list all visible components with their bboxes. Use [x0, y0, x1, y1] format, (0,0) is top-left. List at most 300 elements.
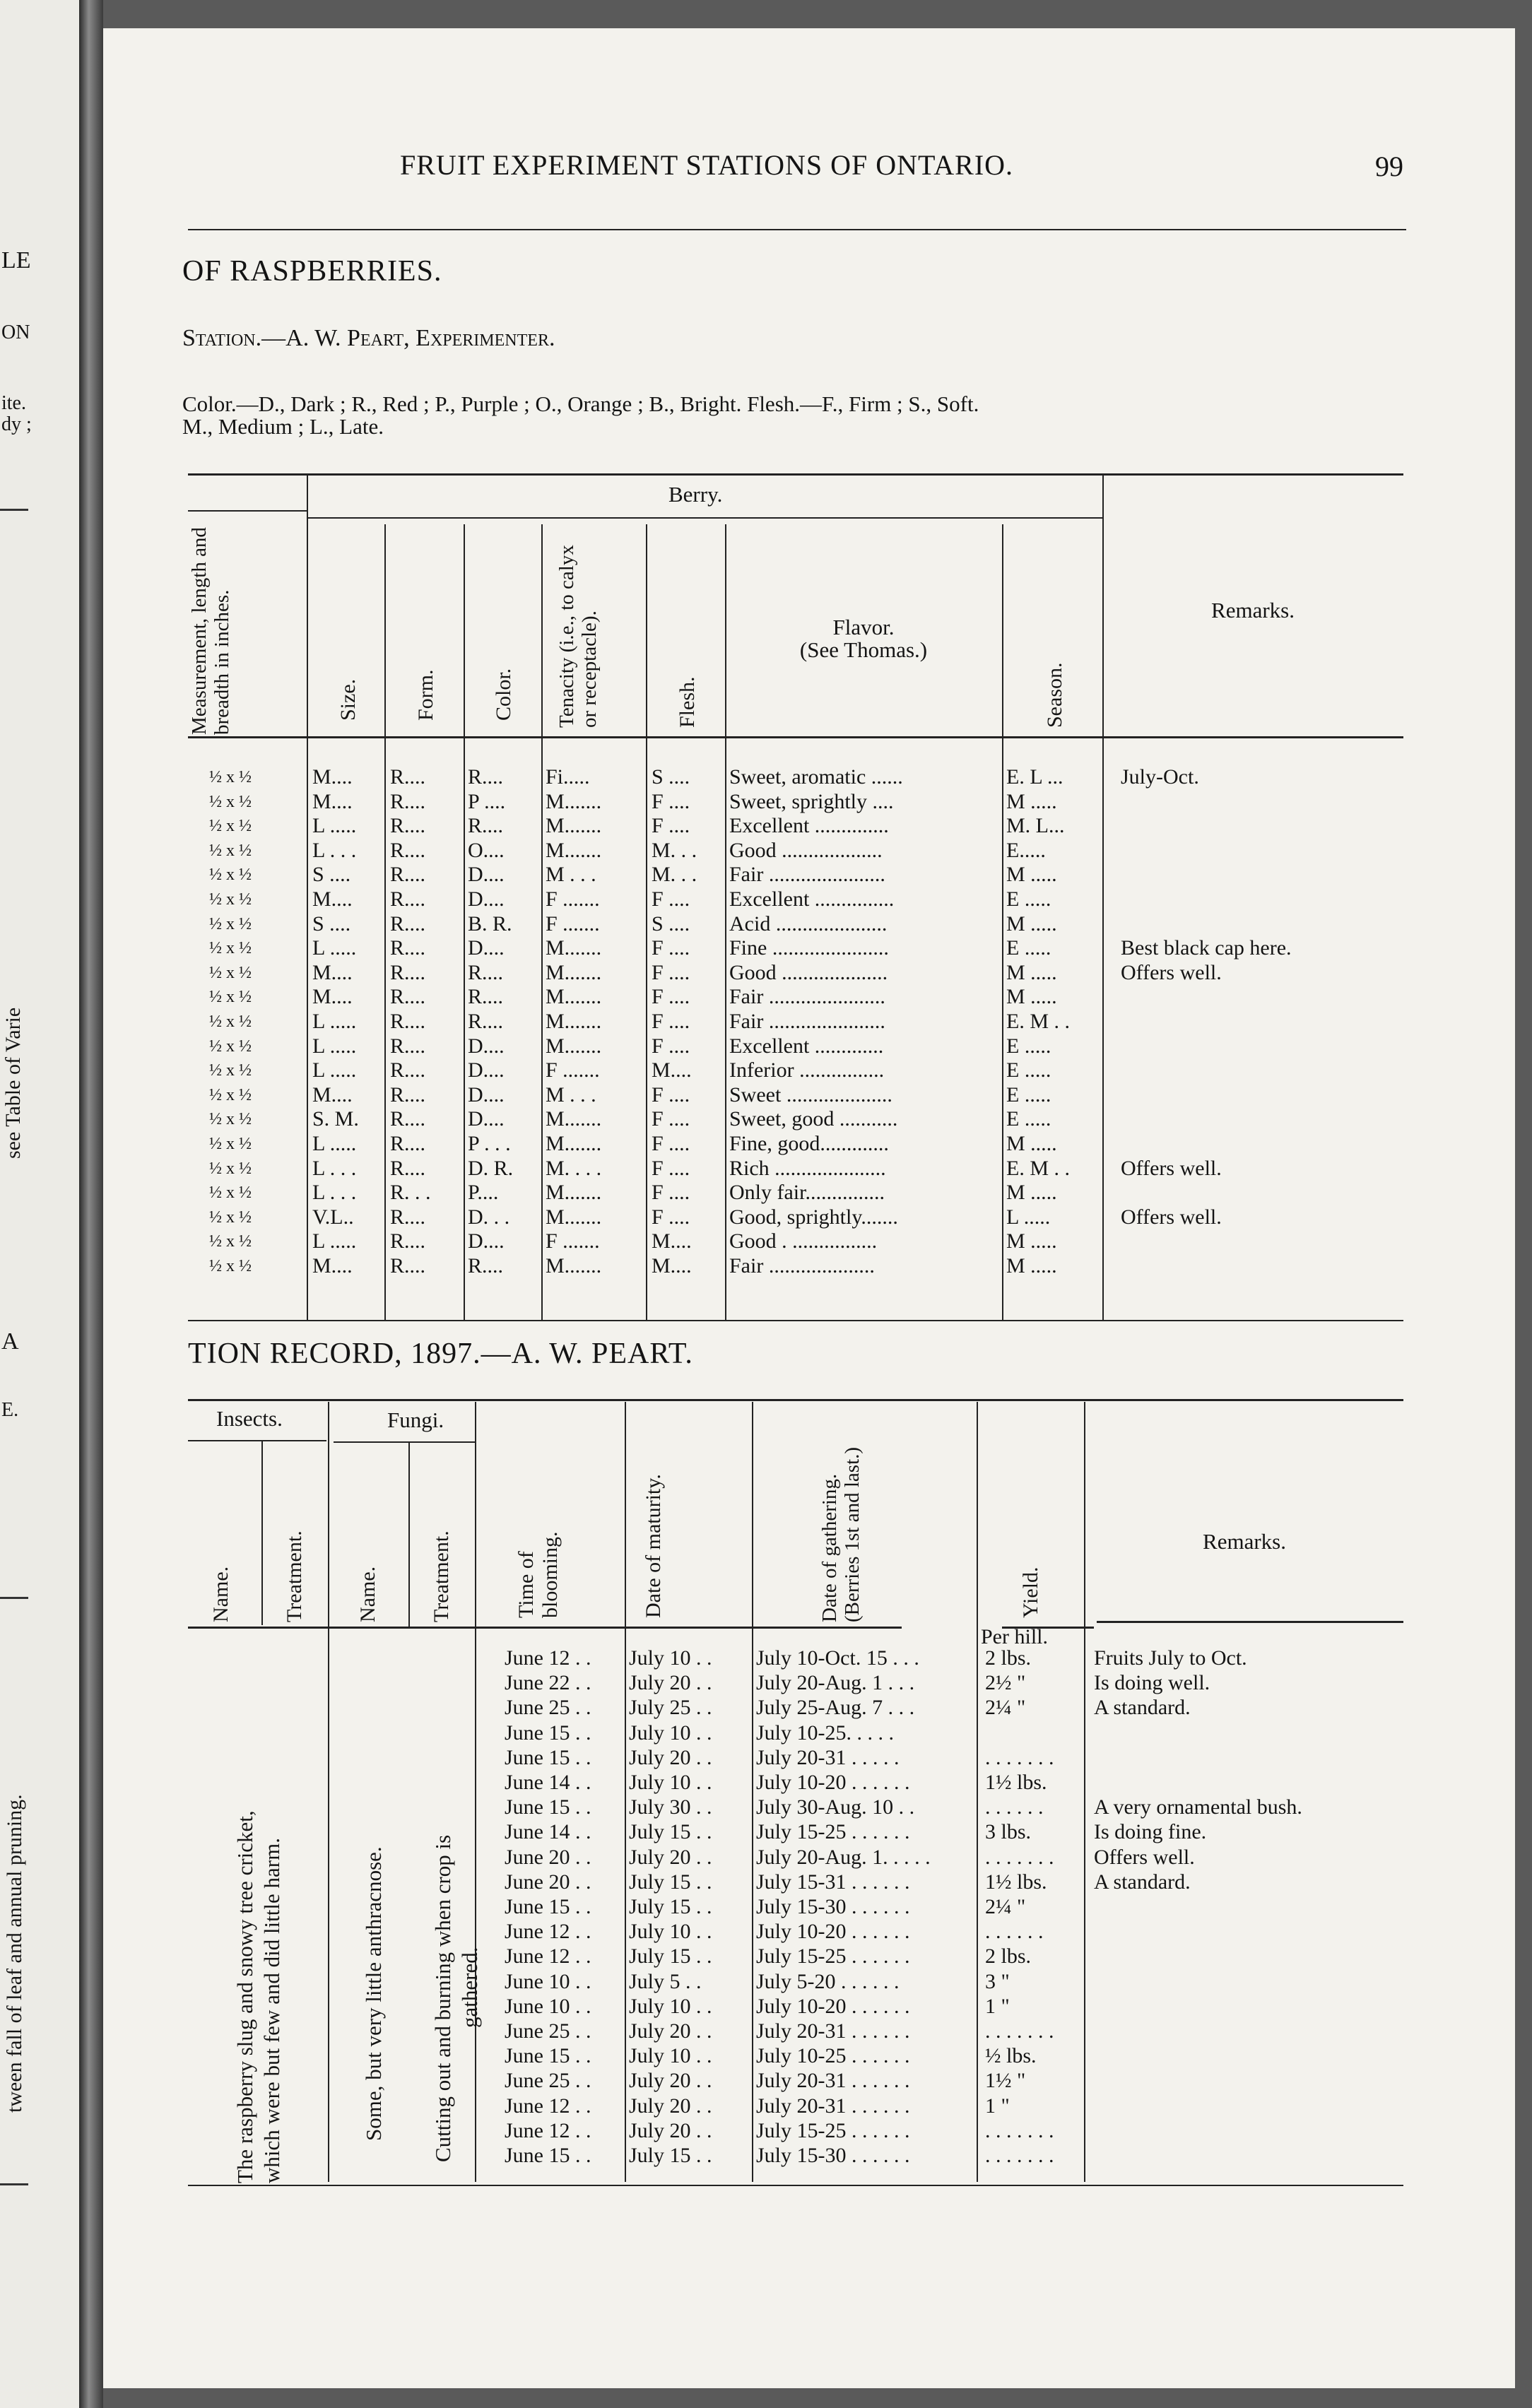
table-row: [103, 1646, 1403, 1670]
maturity-cell: July 30 . .: [629, 1795, 712, 1819]
season-cell: M .....: [1006, 1254, 1057, 1277]
size-cell: S ....: [312, 863, 351, 887]
color-cell: R....: [468, 1010, 504, 1033]
flavor-cell: Good ....................: [729, 960, 888, 984]
flavor-cell: Fair ......................: [729, 1010, 885, 1033]
measurement-cell: ½ x ½: [209, 914, 252, 933]
gathering-cell: July 20-31 . . . . . .: [756, 2019, 910, 2043]
gathering-cell: July 15-31 . . . . . .: [756, 1870, 910, 1894]
form-cell: R....: [390, 960, 426, 984]
facing-page-fragment: [0, 0, 79, 2408]
blooming-cell: June 15 . .: [505, 1795, 591, 1819]
table-row: [103, 1846, 1403, 1870]
legend-line: M., Medium ; L., Late.: [182, 414, 384, 439]
blooming-cell: June 15 . .: [505, 2044, 591, 2068]
measurement-cell: ½ x ½: [209, 1037, 252, 1056]
form-cell: R....: [390, 1205, 426, 1229]
tenacity-cell: F .......: [546, 1058, 600, 1082]
table-row: [103, 2069, 1403, 2093]
fungi-name-column-header: Name.: [356, 1566, 379, 1622]
fungi-treatment-line: Cutting out and burning when crop is: [430, 1834, 455, 2162]
season-cell: M .....: [1006, 789, 1057, 813]
form-cell: R....: [390, 985, 426, 1009]
flavor-cell: Sweet, sprightly ....: [729, 789, 894, 813]
size-cell: M....: [312, 1254, 353, 1277]
season-cell: L .....: [1006, 1205, 1051, 1229]
remarks-cell: A standard.: [1094, 1870, 1191, 1894]
color-cell: R....: [468, 960, 504, 984]
flavor-cell: Fair ......................: [729, 985, 885, 1009]
fungi-note: Some, but very little anthracnose.: [361, 1846, 386, 2141]
maturity-cell: July 20 . .: [629, 1745, 712, 1769]
tenacity-cell: M.......: [546, 1034, 602, 1058]
flavor-cell: Rich .....................: [729, 1156, 886, 1180]
remarks-cell: Offers well.: [1094, 1845, 1195, 1869]
size-cell: M....: [312, 887, 353, 911]
remarks-cell: Best black cap here.: [1121, 936, 1292, 960]
flesh-cell: S ....: [652, 911, 690, 936]
tenacity-cell: M.......: [546, 985, 602, 1009]
color-cell: P ....: [468, 789, 506, 813]
gathering-cell: July 25-Aug. 7 . . .: [756, 1696, 915, 1720]
measurement-cell: ½ x ½: [209, 1232, 252, 1251]
size-cell: V.L..: [312, 1205, 354, 1229]
tenacity-cell: M.......: [546, 1132, 602, 1155]
insect-note-line: The raspberry slug and snowy tree cricket,: [232, 1810, 257, 2183]
color-cell: D....: [468, 1058, 505, 1082]
maturity-column-header: Date of maturity.: [642, 1474, 665, 1618]
gathering-cell: July 5-20 . . . . . .: [756, 1969, 900, 1993]
form-cell: R....: [390, 936, 426, 960]
yield-cell: 1½ lbs.: [985, 1771, 1047, 1794]
gathering-cell: July 15-25 . . . . . .: [756, 1820, 910, 1844]
size-cell: M....: [312, 985, 353, 1009]
maturity-cell: July 10 . .: [629, 1920, 712, 1944]
yield-cell: . . . . . . .: [985, 2019, 1054, 2043]
form-cell: R....: [390, 1010, 426, 1033]
maturity-cell: July 20 . .: [629, 1845, 712, 1869]
blooming-cell: June 15 . .: [505, 1721, 591, 1745]
remarks-column-header: Remarks.: [1211, 598, 1295, 622]
tenacity-cell: M.......: [546, 1181, 602, 1205]
measurement-cell: ½ x ½: [209, 1135, 252, 1153]
gathering-cell: July 10-25 . . . . . .: [756, 2044, 910, 2068]
measurement-cell: ½ x ½: [209, 988, 252, 1007]
table-row: [103, 2094, 1403, 2118]
flavor-cell: Sweet, good ...........: [729, 1107, 898, 1131]
maturity-cell: July 20 . .: [629, 2019, 712, 2043]
table-row: [103, 1671, 1403, 1695]
flavor-cell: Sweet, aromatic ......: [729, 765, 903, 789]
season-cell: E. L ...: [1006, 765, 1063, 789]
blooming-cell: June 12 . .: [505, 1920, 591, 1944]
table-row: [103, 887, 1403, 911]
yield-cell: 2¼ ": [985, 1696, 1026, 1720]
remarks-column-header: Remarks.: [1203, 1529, 1286, 1554]
insect-note-line: which were but few and did little harm.: [259, 1838, 284, 2183]
yield-cell: 1 ": [985, 1994, 1010, 2018]
size-cell: L .....: [312, 1010, 357, 1033]
blooming-cell: June 14 . .: [505, 1771, 591, 1794]
table-row: [103, 2044, 1403, 2068]
tenacity-cell: M . . .: [546, 863, 596, 887]
table-row: [103, 1820, 1403, 1844]
remarks-cell: July-Oct.: [1121, 765, 1199, 789]
gathering-column-header: Date of gathering. (Berries 1st and last.): [818, 1446, 864, 1622]
size-cell: L .....: [312, 1058, 357, 1082]
gathering-cell: July 10-20 . . . . . .: [756, 1994, 910, 2018]
flavor-cell: Fair ......................: [729, 863, 885, 887]
maturity-cell: July 15 . .: [629, 1820, 712, 1844]
form-cell: R....: [390, 1132, 426, 1155]
maturity-cell: July 15 . .: [629, 2144, 712, 2167]
facing-page-text: A: [1, 1328, 19, 1354]
flesh-column-header: Flesh.: [676, 676, 699, 728]
yield-cell: 1½ ": [985, 2069, 1026, 2093]
season-cell: M. L...: [1006, 814, 1065, 838]
measurement-cell: ½ x ½: [209, 866, 252, 885]
flavor-cell: Excellent ..............: [729, 814, 889, 838]
blooming-cell: June 22 . .: [505, 1671, 591, 1695]
measurement-cell: ½ x ½: [209, 1159, 252, 1178]
remarks-cell: Offers well.: [1121, 1156, 1222, 1180]
form-cell: R....: [390, 838, 426, 862]
season-cell: M .....: [1006, 985, 1057, 1009]
table-bottom-rule: [188, 1320, 1403, 1321]
size-cell: M....: [312, 960, 353, 984]
color-cell: D....: [468, 1107, 505, 1131]
maturity-cell: July 25 . .: [629, 1696, 712, 1720]
maturity-cell: July 20 . .: [629, 2094, 712, 2118]
flesh-cell: M....: [652, 1058, 692, 1082]
form-cell: R....: [390, 887, 426, 911]
maturity-cell: July 15 . .: [629, 1944, 712, 1969]
season-column-header: Season.: [1043, 662, 1066, 728]
blooming-cell: June 10 . .: [505, 1969, 591, 1993]
yield-cell: . . . . . .: [985, 1920, 1044, 1944]
tenacity-column-header: Tenacity (i.e., to calyx or receptacle).: [555, 545, 601, 728]
table-row: [103, 1795, 1403, 1819]
flesh-cell: M. . .: [652, 863, 697, 887]
table-row: [103, 1771, 1403, 1795]
table-row: [103, 1944, 1403, 1969]
form-cell: R....: [390, 1107, 426, 1131]
tenacity-cell: M.......: [546, 789, 602, 813]
size-cell: L .....: [312, 1132, 357, 1155]
measurement-cell: ½ x ½: [209, 890, 252, 909]
measurement-cell: ½ x ½: [209, 1208, 252, 1227]
table-row: [103, 1107, 1403, 1131]
header-bottom-rule: [188, 736, 1403, 738]
document-page: [103, 28, 1515, 2388]
tenacity-cell: M. . . .: [546, 1156, 602, 1180]
form-cell: R....: [390, 1254, 426, 1277]
season-cell: M .....: [1006, 1181, 1057, 1205]
table-row: [103, 1995, 1403, 2019]
table-row: [103, 863, 1403, 887]
table-row: [103, 814, 1403, 838]
yield-cell: 2 lbs.: [985, 1944, 1032, 1969]
table-row: [103, 1920, 1403, 1944]
measurement-cell: ½ x ½: [209, 768, 252, 786]
measurement-cell: ½ x ½: [209, 1110, 252, 1129]
color-cell: O....: [468, 838, 505, 862]
insect-treatment-column-header: Treatment.: [283, 1530, 306, 1622]
color-cell: R....: [468, 985, 504, 1009]
gathering-cell: July 30-Aug. 10 . .: [756, 1795, 915, 1819]
table-row: [103, 1083, 1403, 1107]
fungi-group-header: Fungi.: [387, 1407, 444, 1432]
maturity-cell: July 15 . .: [629, 1870, 712, 1894]
yield-cell: . . . . . . .: [985, 2144, 1054, 2167]
gathering-cell: July 20-31 . . . . . .: [756, 2069, 910, 2093]
station-experimenter: .—A. W. Peart, Experimenter.: [255, 325, 555, 351]
flavor-cell: Fine ......................: [729, 936, 889, 960]
color-cell: D....: [468, 863, 505, 887]
maturity-cell: July 10 . .: [629, 2044, 712, 2068]
season-cell: E .....: [1006, 1058, 1051, 1082]
season-cell: E. M . .: [1006, 1156, 1070, 1180]
flesh-cell: F ....: [652, 936, 690, 960]
form-cell: R....: [390, 1082, 426, 1106]
flavor-cell: Sweet ....................: [729, 1082, 892, 1106]
color-column-header: Color.: [492, 668, 515, 721]
yield-cell: 3 lbs.: [985, 1820, 1032, 1844]
maturity-cell: July 20 . .: [629, 1671, 712, 1695]
form-cell: R....: [390, 863, 426, 887]
remarks-cell: Is doing fine.: [1094, 1820, 1207, 1844]
measurement-column-header: Measurement, length and breadth in inches.: [188, 527, 233, 735]
column-rule: [408, 1443, 410, 1627]
form-cell: R....: [390, 765, 426, 789]
tenacity-cell: M.......: [546, 936, 602, 960]
tenacity-cell: F .......: [546, 887, 600, 911]
flesh-cell: F ....: [652, 789, 690, 813]
fungi-treatment-line: gathered.: [457, 1947, 482, 2028]
size-cell: L .....: [312, 814, 357, 838]
color-cell: R....: [468, 1254, 504, 1277]
flesh-cell: M....: [652, 1229, 692, 1253]
remarks-cell: Is doing well.: [1094, 1671, 1210, 1695]
gathering-cell: July 10-25. . . . .: [756, 1721, 894, 1745]
gathering-cell: July 15-30 . . . . . .: [756, 2144, 910, 2167]
table-row: [103, 2119, 1403, 2143]
table-row: [103, 1157, 1403, 1181]
tenacity-cell: M.......: [546, 1254, 602, 1277]
blooming-cell: June 12 . .: [505, 2118, 591, 2142]
table-row: [103, 912, 1403, 936]
table-row: [103, 1229, 1403, 1253]
table-row: [103, 1895, 1403, 1919]
yield-cell: 2¼ ": [985, 1895, 1026, 1918]
flesh-cell: M....: [652, 1254, 692, 1277]
form-cell: R....: [390, 1058, 426, 1082]
color-cell: D....: [468, 887, 505, 911]
yield-cell: . . . . . . .: [985, 1845, 1054, 1869]
season-cell: E .....: [1006, 936, 1051, 960]
table-row: [103, 936, 1403, 960]
facing-page-rule: [0, 509, 28, 511]
remarks-cell: Offers well.: [1121, 960, 1222, 984]
tenacity-cell: M.......: [546, 960, 602, 984]
flesh-cell: F ....: [652, 1205, 690, 1229]
gathering-cell: July 20-31 . . . . . .: [756, 2094, 910, 2118]
flavor-cell: Good, sprightly.......: [729, 1205, 898, 1229]
facing-page-rule: [0, 2183, 28, 2185]
table-row: [103, 1034, 1403, 1058]
yield-cell: 1 ": [985, 2094, 1010, 2118]
tenacity-cell: M.......: [546, 838, 602, 862]
blooming-cell: June 15 . .: [505, 1745, 591, 1769]
berry-group-rule: [308, 517, 1104, 519]
blooming-cell: June 15 . .: [505, 1895, 591, 1918]
color-cell: P . . .: [468, 1132, 511, 1155]
table-row: [103, 1696, 1403, 1720]
gathering-cell: July 20-31 . . . . .: [756, 1745, 900, 1769]
table-row: [103, 1870, 1403, 1894]
section-title: OF RASPBERRIES.: [182, 255, 442, 288]
tenacity-cell: M.......: [546, 1205, 602, 1229]
maturity-cell: July 20 . .: [629, 2118, 712, 2142]
form-cell: R....: [390, 1229, 426, 1253]
yield-cell: . . . . . . .: [985, 2118, 1054, 2142]
season-cell: E.....: [1006, 838, 1046, 862]
size-cell: L .....: [312, 1034, 357, 1058]
flesh-cell: F ....: [652, 887, 690, 911]
table-row: [103, 1746, 1403, 1770]
form-cell: R....: [390, 911, 426, 936]
blooming-cell: June 25 . .: [505, 2069, 591, 2093]
form-cell: R....: [390, 789, 426, 813]
flavor-cell: Acid .....................: [729, 911, 888, 936]
season-cell: E .....: [1006, 887, 1051, 911]
facing-page-rotated-text: tween fall of leaf and annual pruning.: [3, 1794, 26, 2113]
size-cell: S. M.: [312, 1107, 359, 1131]
yield-cell: 2½ ": [985, 1671, 1026, 1695]
header-bottom-rule: [1097, 1621, 1403, 1623]
blooming-column-header: Time of blooming.: [514, 1531, 562, 1618]
flavor-cell: Inferior ................: [729, 1058, 885, 1082]
maturity-cell: July 10 . .: [629, 1994, 712, 2018]
season-cell: E .....: [1006, 1034, 1051, 1058]
size-cell: M....: [312, 789, 353, 813]
flavor-cell: Good . ................: [729, 1229, 878, 1253]
season-cell: M .....: [1006, 960, 1057, 984]
maturity-cell: July 10 . .: [629, 1771, 712, 1794]
facing-page-text: dy ;: [1, 413, 32, 435]
header-rule: [188, 510, 307, 512]
yield-cell: 3 ": [985, 1969, 1010, 1993]
remarks-cell: Fruits July to Oct.: [1094, 1646, 1247, 1670]
blooming-cell: June 20 . .: [505, 1845, 591, 1869]
facing-page-text: E.: [1, 1399, 19, 1421]
book-gutter: [79, 0, 103, 2408]
flavor-cell: Good ...................: [729, 838, 883, 862]
measurement-cell: ½ x ½: [209, 792, 252, 811]
remarks-cell: A standard.: [1094, 1696, 1191, 1720]
gathering-cell: July 10-Oct. 15 . . .: [756, 1646, 919, 1670]
header-rule: [188, 229, 1406, 230]
flavor-cell: Fine, good.............: [729, 1132, 889, 1155]
table-row: [103, 1970, 1403, 1994]
blooming-cell: June 12 . .: [505, 2094, 591, 2118]
flesh-cell: S ....: [652, 765, 690, 789]
season-cell: E .....: [1006, 1107, 1051, 1131]
yield-cell: . . . . . . .: [985, 1745, 1054, 1769]
color-cell: P....: [468, 1181, 499, 1205]
form-cell: R. . .: [390, 1181, 431, 1205]
size-cell: L . . .: [312, 1156, 357, 1180]
measurement-cell: ½ x ½: [209, 817, 252, 836]
flavor-cell: Excellent ...............: [729, 887, 895, 911]
season-cell: M .....: [1006, 911, 1057, 936]
flesh-cell: F ....: [652, 1034, 690, 1058]
size-cell: S ....: [312, 911, 351, 936]
flesh-cell: M. . .: [652, 838, 697, 862]
table-row: [103, 1010, 1403, 1034]
facing-page-rotated-text: see Table of Varie: [1, 1007, 25, 1159]
table-row: [103, 985, 1403, 1009]
flavor-column-subheader: (See Thomas.): [799, 637, 928, 662]
flesh-cell: F ....: [652, 1132, 690, 1155]
table-row: [103, 1721, 1403, 1745]
measurement-cell: ½ x ½: [209, 963, 252, 982]
blooming-cell: June 25 . .: [505, 1696, 591, 1720]
section-title: TION RECORD, 1897.—A. W. PEART.: [188, 1338, 693, 1370]
color-cell: R....: [468, 814, 504, 838]
table-row: [103, 1058, 1403, 1082]
flavor-cell: Fair ....................: [729, 1254, 875, 1277]
tenacity-cell: M.......: [546, 814, 602, 838]
facing-page-text: ite.: [1, 392, 26, 414]
maturity-cell: July 15 . .: [629, 1895, 712, 1918]
flesh-cell: F ....: [652, 1082, 690, 1106]
header-rule: [188, 1440, 326, 1441]
gathering-cell: July 15-25 . . . . . .: [756, 2118, 910, 2142]
facing-page-text: LE: [1, 247, 31, 273]
season-cell: M .....: [1006, 863, 1057, 887]
flavor-column-header: Flavor.: [832, 615, 895, 639]
form-cell: R....: [390, 1034, 426, 1058]
maturity-cell: July 5 . .: [629, 1969, 702, 1993]
flesh-cell: F ....: [652, 814, 690, 838]
flesh-cell: F ....: [652, 1010, 690, 1033]
table-row: [103, 765, 1403, 789]
size-cell: L . . .: [312, 838, 357, 862]
size-cell: M....: [312, 1082, 353, 1106]
measurement-cell: ½ x ½: [209, 1085, 252, 1104]
insects-group-header: Insects.: [216, 1406, 283, 1431]
table-row: [103, 1205, 1403, 1229]
size-cell: L .....: [312, 936, 357, 960]
flesh-cell: F ....: [652, 1107, 690, 1131]
insect-name-column-header: Name.: [209, 1566, 232, 1622]
remarks-cell: A very ornamental bush.: [1094, 1795, 1302, 1819]
color-cell: D. R.: [468, 1156, 514, 1180]
page-number: 99: [1375, 150, 1403, 182]
blooming-cell: June 12 . .: [505, 1944, 591, 1969]
yield-cell: ½ lbs.: [985, 2044, 1037, 2068]
blooming-cell: June 15 . .: [505, 2144, 591, 2167]
flesh-cell: F ....: [652, 1181, 690, 1205]
color-cell: R....: [468, 765, 504, 789]
size-cell: L . . .: [312, 1181, 357, 1205]
size-cell: L .....: [312, 1229, 357, 1253]
tenacity-cell: M . . .: [546, 1082, 596, 1106]
berry-group-header: Berry.: [668, 482, 723, 507]
season-cell: E. M . .: [1006, 1010, 1070, 1033]
table-row: [103, 1132, 1403, 1156]
